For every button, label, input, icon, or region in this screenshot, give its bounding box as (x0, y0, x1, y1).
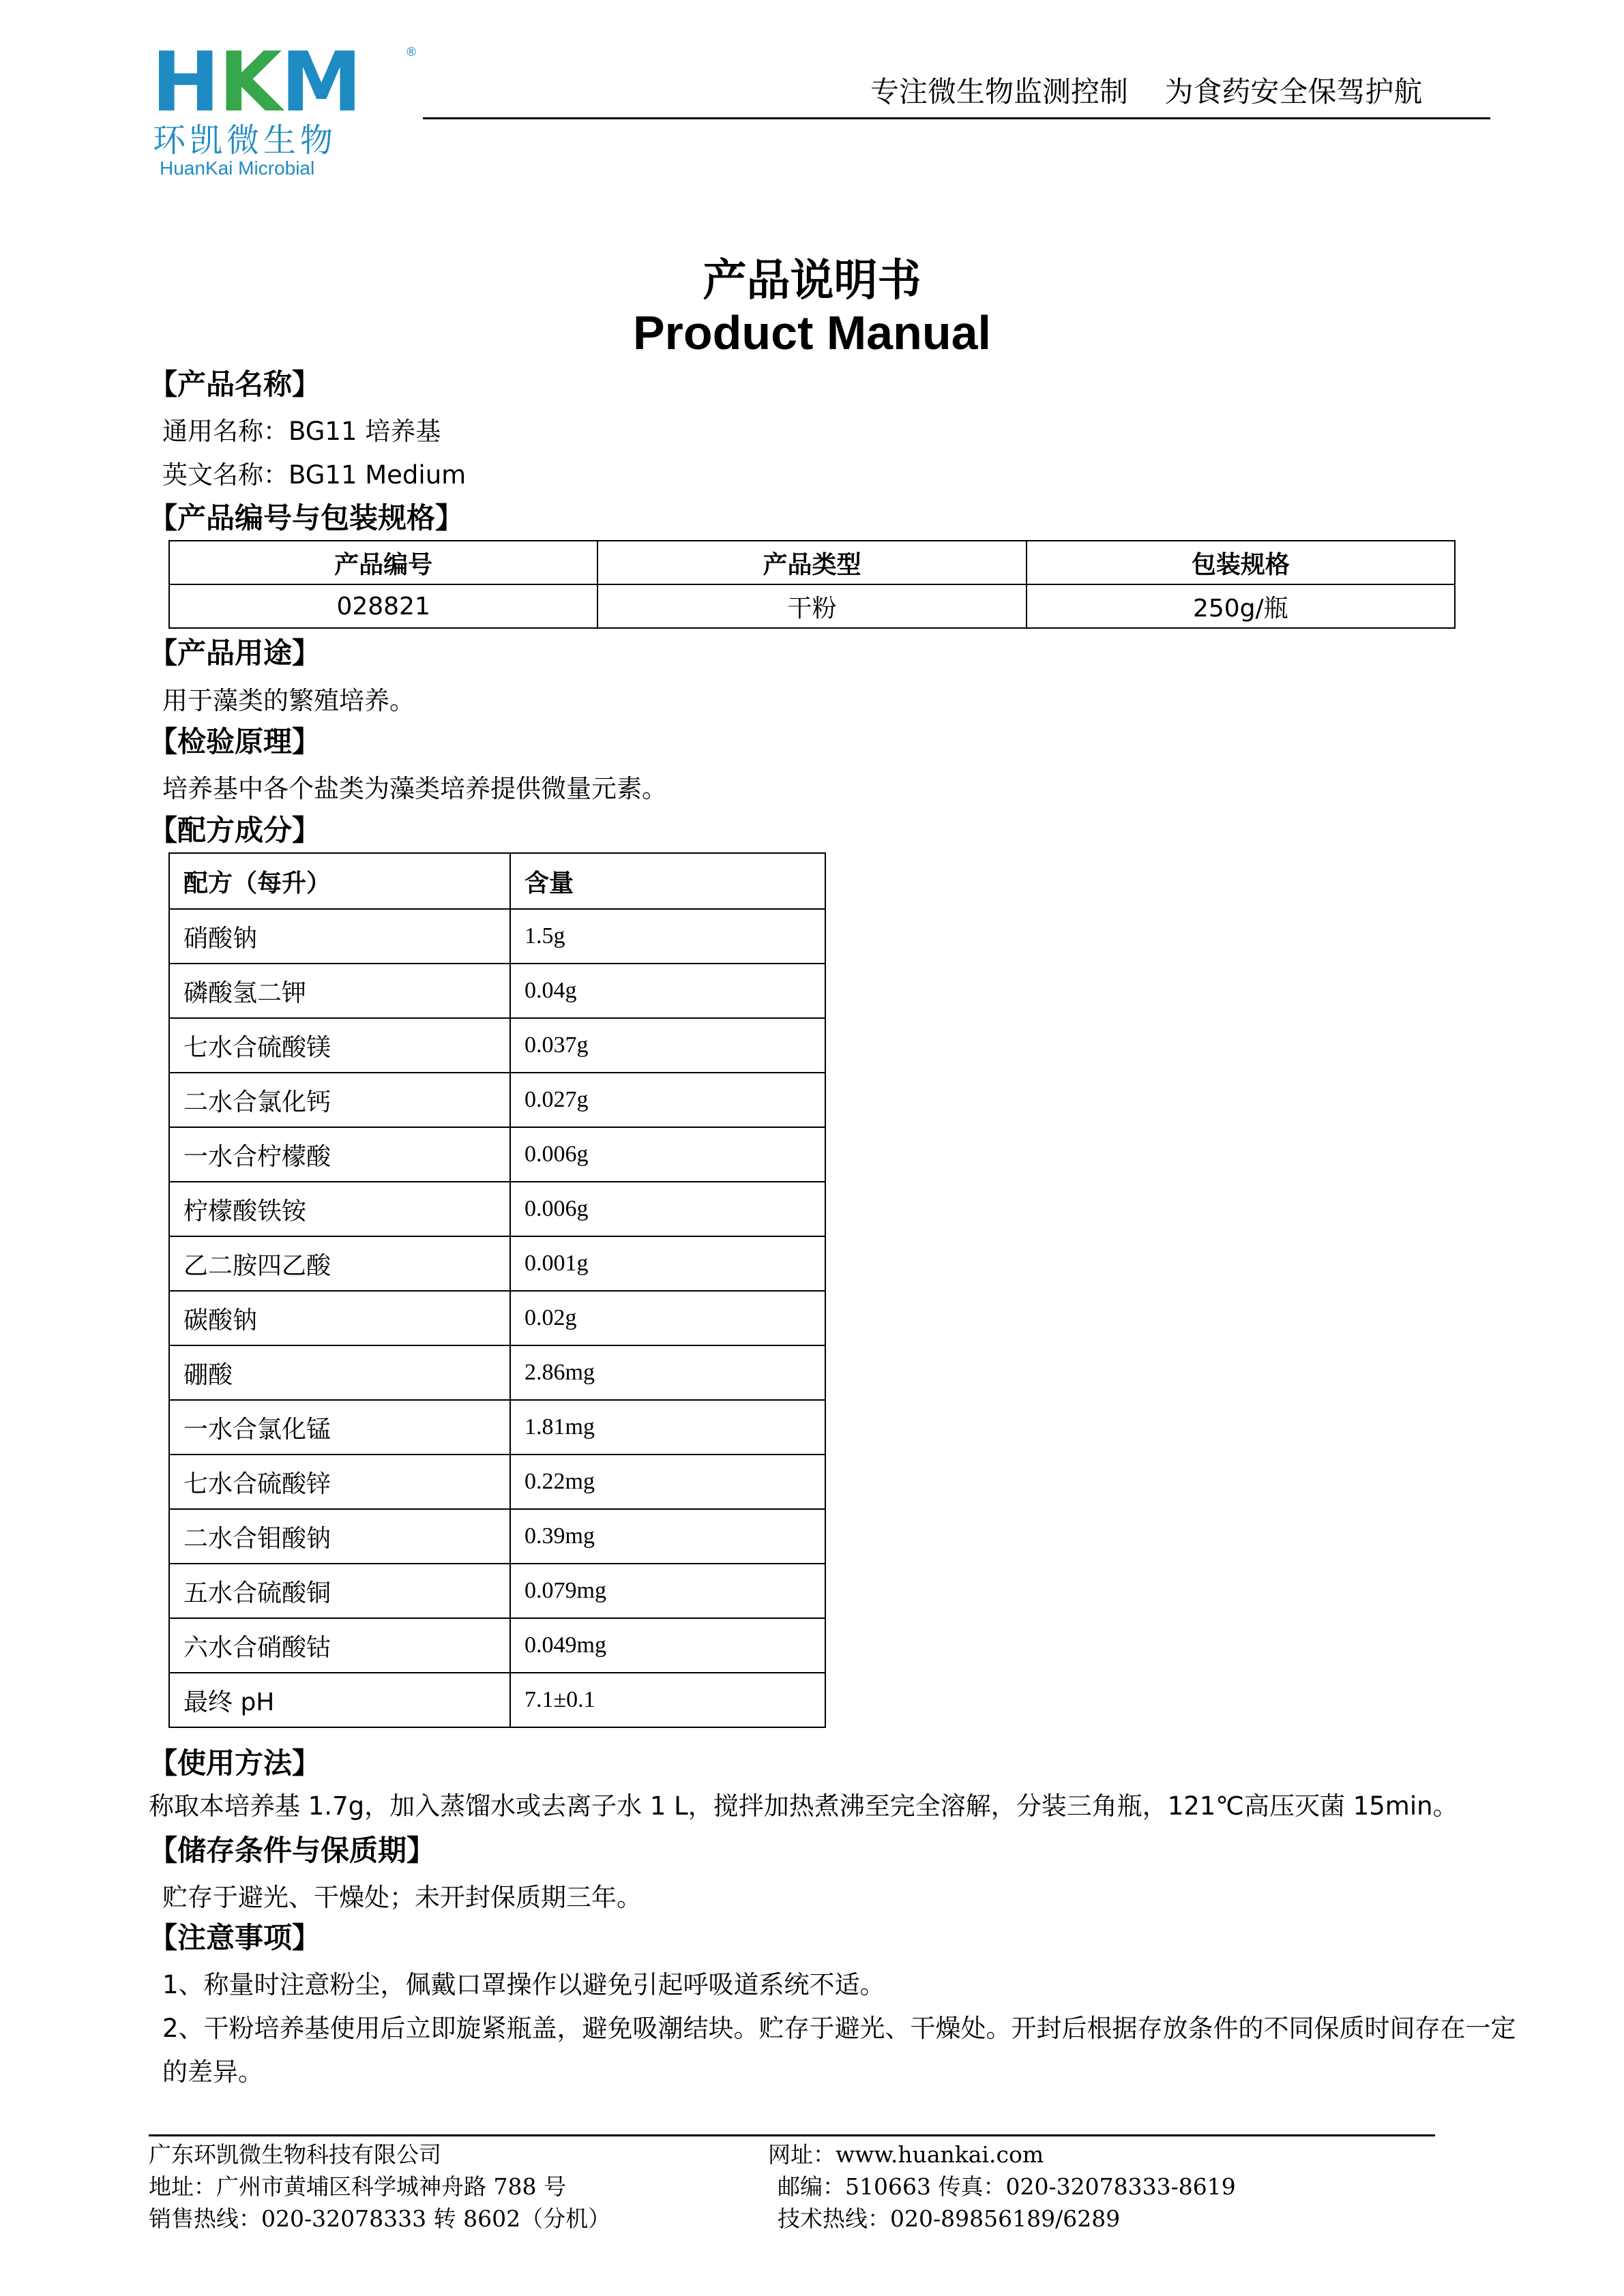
table-row (169, 1345, 825, 1400)
table-row (169, 1673, 825, 1727)
ingredient-name: 硼酸 (169, 1345, 510, 1400)
note-item-continued: 的差异。 (162, 2057, 263, 2087)
document-title-en: Product Manual (632, 306, 992, 359)
usage-text: 用于藻类的繁殖培养。 (162, 686, 415, 715)
spec-table (168, 540, 1456, 629)
table-header-cell: 配方（每升） (169, 853, 510, 909)
ingredient-name: 五水合硫酸铜 (169, 1564, 510, 1618)
ingredient-amount: 0.027g (510, 1073, 825, 1127)
ingredient-name: 一水合柠檬酸 (169, 1127, 510, 1182)
product-type: 干粉 (597, 584, 1026, 628)
footer-company: 广东环凯微生物科技有限公司 (149, 2141, 441, 2168)
ingredient-amount: 0.04g (510, 964, 825, 1018)
table-row (169, 1564, 825, 1618)
table-row (169, 1236, 825, 1291)
section-heading-storage: 【储存条件与保质期】 (149, 1834, 436, 1867)
registered-mark: ® (405, 45, 417, 59)
document-title-cn: 产品说明书 (703, 256, 921, 306)
company-logo (151, 35, 417, 179)
english-name: 英文名称：BG11 Medium (162, 460, 467, 490)
ingredient-amount: 0.39mg (510, 1509, 825, 1564)
logo-english-name: HuanKai Microbial (160, 158, 315, 179)
section-heading-principle: 【检验原理】 (149, 725, 321, 758)
logo-chinese-name: 环凯微生物 (153, 121, 338, 160)
ingredient-amount: 0.006g (510, 1182, 825, 1236)
table-header-cell: 产品编号 (169, 541, 597, 584)
ingredient-name: 磷酸氢二钾 (169, 964, 510, 1018)
table-row (169, 1400, 825, 1455)
ingredient-amount: 0.001g (510, 1236, 825, 1291)
section-heading-notes: 【注意事项】 (149, 1921, 321, 1954)
table-header-cell: 含量 (510, 853, 825, 909)
table-header-cell: 产品类型 (597, 541, 1026, 584)
ingredient-name: 碳酸钠 (169, 1291, 510, 1345)
ingredient-amount: 0.079mg (510, 1564, 825, 1618)
ingredient-name: 柠檬酸铁铵 (169, 1182, 510, 1236)
table-row (169, 1018, 825, 1073)
ingredient-amount: 0.22mg (510, 1455, 825, 1509)
section-heading-spec: 【产品编号与包装规格】 (149, 501, 464, 535)
note-item: 2、干粉培养基使用后立即旋紧瓶盖，避免吸潮结块。贮存于避光、干燥处。开封后根据存放条件的不同保质时间存在一定 (162, 2014, 1516, 2043)
ingredient-name: 硝酸钠 (169, 909, 510, 964)
table-row (169, 1182, 825, 1236)
table-header-cell: 包装规格 (1027, 541, 1455, 584)
ingredient-amount: 1.81mg (510, 1400, 825, 1455)
ingredient-name: 七水合硫酸镁 (169, 1018, 510, 1073)
table-header-row (169, 853, 825, 909)
ingredient-amount: 0.02g (510, 1291, 825, 1345)
ingredient-amount: 1.5g (510, 909, 825, 964)
section-heading-usage: 【产品用途】 (149, 636, 321, 670)
footer-website: 网址：www.huankai.com (768, 2141, 1044, 2168)
table-row (169, 1073, 825, 1127)
table-row (169, 1127, 825, 1182)
product-code: 028821 (169, 584, 597, 628)
logo-mark: HKM (151, 35, 361, 130)
ingredient-amount: 7.1±0.1 (510, 1673, 825, 1727)
header-slogan: 专注微生物监测控制 为食药安全保驾护航 (870, 75, 1423, 108)
generic-name: 通用名称：BG11 培养基 (162, 417, 441, 446)
table-row (169, 1509, 825, 1564)
table-row (169, 584, 1455, 628)
storage-text: 贮存于避光、干燥处；未开封保质期三年。 (162, 1883, 642, 1912)
method-text: 称取本培养基 1.7g，加入蒸馏水或去离子水 1 L，搅拌加热煮沸至完全溶解，分装三角瓶，121℃高压灭菌 15min。 (149, 1791, 1458, 1821)
table-row (169, 909, 825, 964)
section-heading-method: 【使用方法】 (149, 1746, 321, 1780)
footer-postcode-fax: 邮编：510663 传真：020-32078333-8619 (778, 2173, 1236, 2200)
table-row (169, 964, 825, 1018)
table-row (169, 1455, 825, 1509)
ingredient-amount: 0.037g (510, 1018, 825, 1073)
note-item: 1、称量时注意粉尘，佩戴口罩操作以避免引起呼吸道系统不适。 (162, 1970, 885, 1999)
ingredient-name: 二水合钼酸钠 (169, 1509, 510, 1564)
table-header-row (169, 541, 1455, 584)
ingredient-amount: 0.006g (510, 1127, 825, 1182)
ingredient-name: 乙二胺四乙酸 (169, 1236, 510, 1291)
ingredient-name: 七水合硫酸锌 (169, 1455, 510, 1509)
ingredient-amount: 0.049mg (510, 1618, 825, 1673)
ingredient-name: 一水合氯化锰 (169, 1400, 510, 1455)
ingredient-name: 最终 pH (169, 1673, 510, 1727)
footer-tech-hotline: 技术热线：020-89856189/6289 (778, 2205, 1121, 2232)
footer-divider (149, 2134, 1435, 2136)
footer-address: 地址：广州市黄埔区科学城神舟路 788 号 (149, 2173, 566, 2200)
table-row (169, 1618, 825, 1673)
section-heading-formula: 【配方成分】 (149, 814, 321, 847)
ingredient-name: 二水合氯化钙 (169, 1073, 510, 1127)
footer-sales-hotline: 销售热线：020-32078333 转 8602（分机） (149, 2205, 611, 2232)
formula-table (168, 852, 826, 1728)
header-divider (423, 117, 1490, 119)
ingredient-amount: 2.86mg (510, 1345, 825, 1400)
principle-text: 培养基中各个盐类为藻类培养提供微量元素。 (162, 774, 667, 803)
table-row (169, 1291, 825, 1345)
ingredient-name: 六水合硝酸钴 (169, 1618, 510, 1673)
section-heading-product-name: 【产品名称】 (149, 368, 321, 401)
package-spec: 250g/瓶 (1027, 584, 1455, 628)
